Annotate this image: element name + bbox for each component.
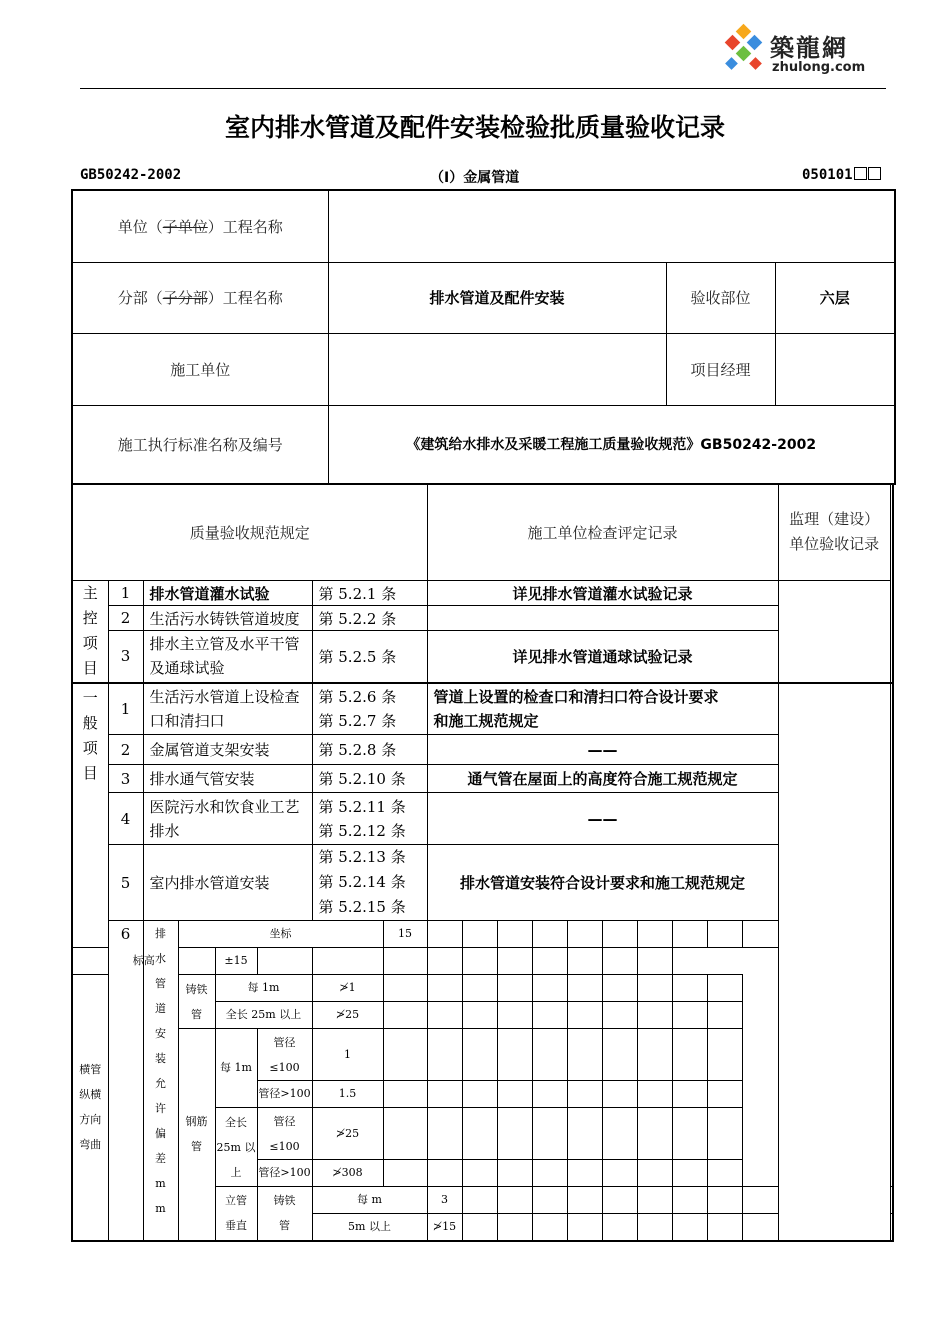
measure-cell[interactable] [462, 975, 497, 1002]
main-item-name: 生活污水铸铁管道坡度 [143, 606, 312, 631]
measure-cell[interactable] [462, 1108, 497, 1160]
measure-cell[interactable] [637, 1187, 672, 1214]
general-item-clause: 第 5.2.6 条 第 5.2.7 条 [312, 683, 427, 735]
general-item-no: 3 [108, 765, 143, 793]
steel-pipe-label: 钢筋 管 [178, 1029, 215, 1241]
logo-cubes-icon [722, 22, 768, 84]
measure-cell[interactable] [532, 1160, 567, 1187]
measure-cell[interactable] [383, 1002, 427, 1029]
category-label: （Ⅰ）金属管道 [430, 170, 520, 186]
measure-cell[interactable] [707, 1214, 742, 1241]
measure-cell[interactable] [497, 1002, 532, 1029]
vertical-pipe-label: 立管 垂直 [215, 1187, 257, 1241]
measure-cell[interactable] [637, 1002, 672, 1029]
steel-per-1m-label: 每 1m [215, 1029, 257, 1108]
measure-cell[interactable] [497, 1029, 532, 1081]
measure-cell[interactable] [742, 1187, 778, 1214]
standard-code: GB50242-2002 [80, 167, 182, 183]
general-item-name: 医院污水和饮食业工艺 排水 [143, 793, 312, 845]
measure-cell[interactable] [602, 921, 637, 948]
steel-per-gt-value: 1.5 [312, 1081, 383, 1108]
full-25m-value: ≯25 [312, 1002, 383, 1029]
measure-cell[interactable] [567, 921, 602, 948]
pm-label: 项目经理 [666, 333, 775, 405]
main-item-record[interactable]: 详见排水管道灌水试验记录 [427, 581, 778, 606]
sub-project-label: 分部（子分部）工程名称 [72, 262, 328, 333]
tolerance-item-no: 6 [108, 921, 143, 1241]
general-items-supervisor-cell[interactable] [778, 683, 890, 1241]
vp-5m-value: ≯15 [427, 1214, 462, 1241]
header-divider [80, 88, 886, 89]
measure-cell[interactable] [383, 1029, 427, 1081]
measure-cell[interactable] [497, 1214, 532, 1241]
main-item-record[interactable]: 详见排水管道通球试验记录 [427, 631, 778, 683]
measure-cell[interactable] [462, 921, 497, 948]
measure-cell[interactable] [497, 921, 532, 948]
measure-cell[interactable] [497, 1160, 532, 1187]
logo-text-en: zhulong.com [772, 60, 866, 75]
measure-cell[interactable] [497, 948, 532, 975]
elev-label: 标高 [72, 948, 215, 975]
measure-cell[interactable] [383, 948, 427, 975]
measure-cell[interactable] [427, 1081, 462, 1108]
measure-cell[interactable] [707, 1002, 742, 1029]
measure-cell[interactable] [427, 1002, 462, 1029]
measure-cell[interactable] [672, 1081, 707, 1108]
elev-value: ±15 [215, 948, 257, 975]
general-items-group-label: 一 般 项 目 [72, 683, 108, 948]
measure-cell[interactable] [567, 1081, 602, 1108]
measure-cell[interactable] [462, 1214, 497, 1241]
coord-value: 15 [383, 921, 427, 948]
steel-full-le-value: ≯25 [312, 1108, 383, 1160]
measure-cell[interactable] [497, 975, 532, 1002]
vp-cast-iron-label: 铸铁 管 [257, 1187, 312, 1241]
measure-cell[interactable] [672, 1029, 707, 1081]
measure-cell[interactable] [602, 1187, 637, 1214]
general-item-no: 2 [108, 735, 143, 765]
measure-cell[interactable] [312, 948, 383, 975]
measure-cell[interactable] [383, 1081, 427, 1108]
info-table [71, 189, 896, 485]
check-column-header: 施工单位检查评定记录 [427, 484, 778, 581]
unit-project-value[interactable] [328, 190, 895, 262]
general-item-record[interactable]: 通气管在屋面上的高度符合施工规范规定 [427, 765, 778, 793]
measure-cell[interactable] [257, 948, 312, 975]
main-item-clause: 第 5.2.1 条 [312, 581, 427, 606]
measure-cell[interactable] [602, 1081, 637, 1108]
code-box-2[interactable] [868, 167, 881, 180]
measure-cell[interactable] [462, 1081, 497, 1108]
main-item-record[interactable] [427, 606, 778, 631]
measure-cell[interactable] [890, 1214, 893, 1241]
measure-cell[interactable] [532, 1187, 567, 1214]
measure-cell[interactable] [637, 1081, 672, 1108]
accept-part-value[interactable]: 六层 [775, 262, 895, 333]
measure-cell[interactable] [637, 1029, 672, 1081]
main-items-supervisor-cell[interactable] [778, 581, 890, 683]
measure-cell[interactable] [383, 1108, 427, 1160]
main-items-group-label: 主 控 项 目 [72, 581, 108, 683]
general-item-clause: 第 5.2.13 条 第 5.2.14 条 第 5.2.15 条 [312, 845, 427, 921]
measure-cell[interactable] [427, 1029, 462, 1081]
measure-cell[interactable] [707, 921, 742, 948]
measure-cell[interactable] [567, 1187, 602, 1214]
form-code-number: 050101 [802, 167, 853, 183]
measure-cell[interactable] [532, 948, 567, 975]
measure-cell[interactable] [742, 1214, 778, 1241]
measure-cell[interactable] [567, 975, 602, 1002]
measure-cell[interactable] [532, 1002, 567, 1029]
logo-text-cn: 築龍網 [770, 34, 848, 62]
measure-cell[interactable] [532, 1081, 567, 1108]
measure-cell[interactable] [707, 1160, 742, 1187]
measure-cell[interactable] [602, 1029, 637, 1081]
spec-column-header: 质量验收规范规定 [72, 484, 427, 581]
vp-5m-label: 5m 以上 [312, 1214, 427, 1241]
pm-value[interactable] [775, 333, 895, 405]
measure-cell[interactable] [637, 1108, 672, 1160]
measure-cell[interactable] [532, 921, 567, 948]
measure-cell[interactable] [532, 1029, 567, 1081]
measure-cell[interactable] [602, 1160, 637, 1187]
steel-full-label: 全长 25m 以上 [215, 1108, 257, 1187]
measure-cell[interactable] [427, 921, 462, 948]
general-item-record[interactable]: —— [427, 735, 778, 765]
cast-iron-label: 铸铁 管 [178, 975, 215, 1029]
measure-cell[interactable] [637, 975, 672, 1002]
measure-cell[interactable] [672, 1160, 707, 1187]
measure-cell[interactable] [567, 1002, 602, 1029]
measure-cell[interactable] [497, 1081, 532, 1108]
general-item-record[interactable]: —— [427, 793, 778, 845]
measure-cell[interactable] [707, 1029, 742, 1081]
accept-part-label: 验收部位 [666, 262, 775, 333]
measure-cell[interactable] [567, 948, 602, 975]
measure-cell[interactable] [427, 1160, 462, 1187]
general-item-record[interactable]: 排水管道安装符合设计要求和施工规范规定 [427, 845, 778, 921]
measure-cell[interactable] [462, 948, 497, 975]
measure-cell[interactable] [672, 1187, 707, 1214]
form-code [802, 167, 881, 183]
general-item-clause: 第 5.2.8 条 [312, 735, 427, 765]
zhulong-logo [722, 22, 892, 84]
supervisor-column-header: 监理（建设） 单位验收记录 [778, 484, 890, 581]
constructor-label: 施工单位 [72, 333, 328, 405]
measure-cell[interactable] [567, 1029, 602, 1081]
main-item-no: 1 [108, 581, 143, 606]
coord-label: 坐标 [178, 921, 383, 948]
sub-project-value[interactable]: 排水管道及配件安装 [328, 262, 666, 333]
exec-standard-label: 施工执行标准名称及编号 [72, 405, 328, 484]
measure-cell[interactable] [637, 921, 672, 948]
measure-cell[interactable] [427, 975, 462, 1002]
main-item-no: 3 [108, 631, 143, 683]
main-item-name: 排水管道灌水试验 [143, 581, 312, 606]
general-item-clause: 第 5.2.10 条 [312, 765, 427, 793]
measure-cell[interactable] [602, 1002, 637, 1029]
measure-cell[interactable] [532, 1214, 567, 1241]
measure-cell[interactable] [672, 975, 707, 1002]
general-item-name: 生活污水管道上设检查 口和清扫口 [143, 683, 312, 735]
exec-standard-value[interactable]: 《建筑给水排水及采暖工程施工质量验收规范》GB50242-2002 [328, 405, 895, 484]
main-item-name: 排水主立管及水平干管 及通球试验 [143, 631, 312, 683]
measure-cell[interactable] [672, 1214, 707, 1241]
code-box-1[interactable] [854, 167, 867, 180]
dia-le-100-label: 管径 ≤100 [257, 1108, 312, 1160]
measure-cell[interactable] [532, 1108, 567, 1160]
measure-cell[interactable] [637, 1214, 672, 1241]
general-item-record[interactable]: 管道上设置的检查口和清扫口符合设计要求 和施工规范规定 [427, 683, 778, 735]
horizontal-pipe-label: 横管 纵横 方向 弯曲 [72, 975, 108, 1241]
measure-cell[interactable] [497, 1187, 532, 1214]
steel-full-gt-value: ≯308 [312, 1160, 383, 1187]
measure-cell[interactable] [383, 1160, 427, 1187]
general-item-no: 4 [108, 793, 143, 845]
measure-cell[interactable] [602, 1108, 637, 1160]
measure-cell[interactable] [567, 1160, 602, 1187]
measure-cell[interactable] [532, 975, 567, 1002]
measure-cell[interactable] [427, 948, 462, 975]
measure-cell[interactable] [707, 1187, 742, 1214]
measure-cell[interactable] [602, 1214, 637, 1241]
dia-le-100-label: 管径 ≤100 [257, 1029, 312, 1081]
measure-cell[interactable] [602, 975, 637, 1002]
measure-cell[interactable] [497, 1108, 532, 1160]
per-1m-value: ≯1 [312, 975, 383, 1002]
tolerance-vertical-label: 排 水 管 道 安 装 允 许 偏 差 m m [143, 921, 178, 1241]
general-item-name: 排水通气管安装 [143, 765, 312, 793]
measure-cell[interactable] [742, 921, 778, 948]
main-item-clause: 第 5.2.2 条 [312, 606, 427, 631]
measure-cell[interactable] [672, 1108, 707, 1160]
measure-cell[interactable] [567, 1214, 602, 1241]
dia-gt-100-label: 管径>100 [257, 1160, 312, 1187]
measure-cell[interactable] [567, 1108, 602, 1160]
general-item-no: 5 [108, 845, 143, 921]
general-item-name: 金属管道支架安装 [143, 735, 312, 765]
measure-cell[interactable] [427, 1108, 462, 1160]
unit-project-label: 单位（子单位）工程名称 [72, 190, 328, 262]
measure-cell[interactable] [890, 1187, 893, 1214]
items-table [71, 483, 894, 1242]
main-item-no: 2 [108, 606, 143, 631]
steel-per-le-value: 1 [312, 1029, 383, 1081]
measure-cell[interactable] [462, 1002, 497, 1029]
per-1m-label: 每 1m [215, 975, 312, 1002]
measure-cell[interactable] [637, 948, 672, 975]
general-item-clause: 第 5.2.11 条 第 5.2.12 条 [312, 793, 427, 845]
vp-per-m-label: 每 m [312, 1187, 427, 1214]
vp-per-m-value: 3 [427, 1187, 462, 1214]
measure-cell[interactable] [672, 921, 707, 948]
measure-cell[interactable] [602, 948, 637, 975]
measure-cell[interactable] [383, 975, 427, 1002]
general-item-no: 1 [108, 683, 143, 735]
measure-cell[interactable] [672, 1002, 707, 1029]
measure-cell[interactable] [707, 975, 742, 1002]
dia-gt-100-label: 管径>100 [257, 1081, 312, 1108]
measure-cell[interactable] [462, 1029, 497, 1081]
measure-cell[interactable] [707, 1108, 742, 1160]
full-25m-label: 全长 25m 以上 [215, 1002, 312, 1029]
measure-cell[interactable] [462, 1160, 497, 1187]
general-item-name: 室内排水管道安装 [143, 845, 312, 921]
measure-cell[interactable] [637, 1160, 672, 1187]
measure-cell[interactable] [707, 1081, 742, 1108]
page-title: 室内排水管道及配件安装检验批质量验收记录 [224, 113, 725, 142]
measure-cell[interactable] [462, 1187, 497, 1214]
constructor-value[interactable] [328, 333, 666, 405]
main-item-clause: 第 5.2.5 条 [312, 631, 427, 683]
